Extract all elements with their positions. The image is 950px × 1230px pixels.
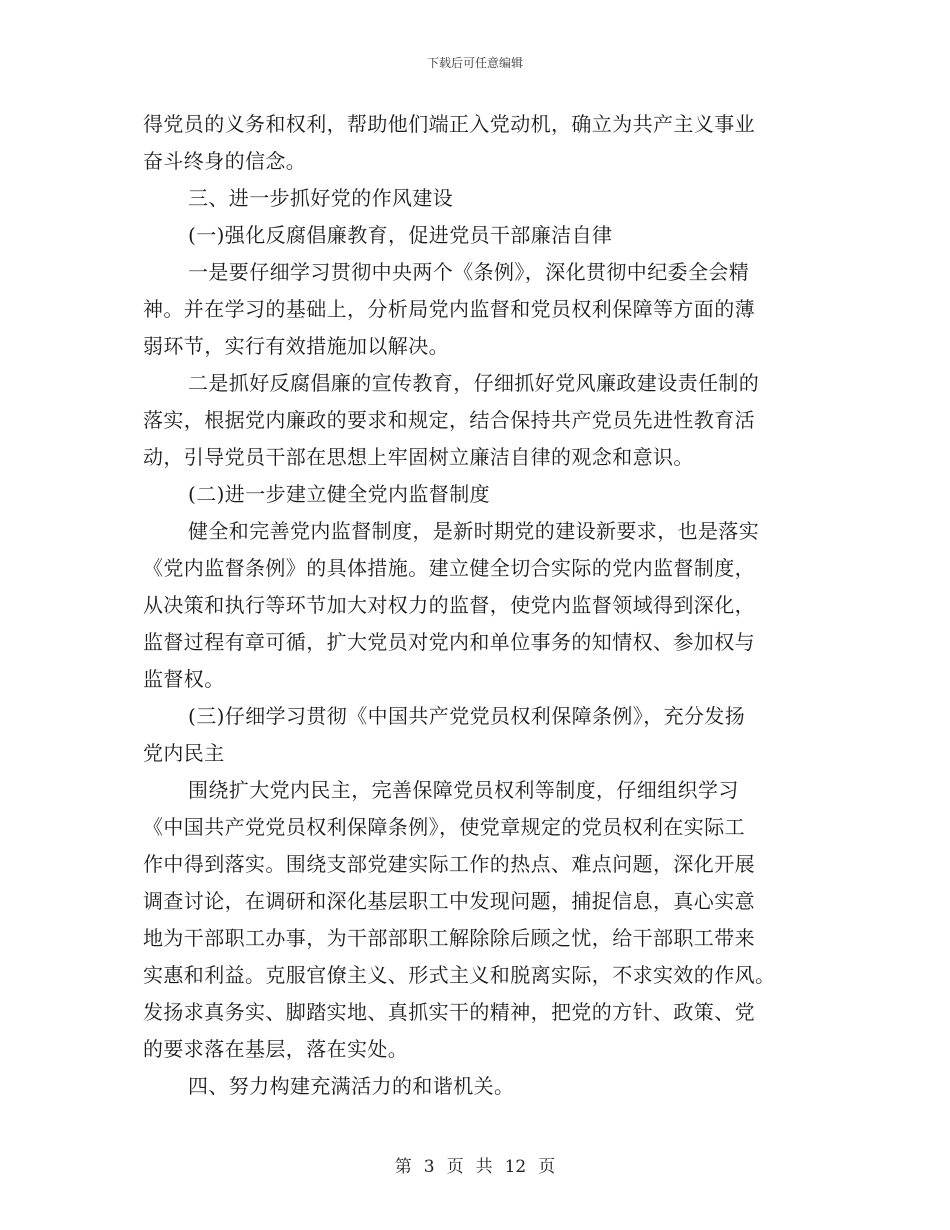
text-line: 作中得到落实。围绕支部党建实际工作的热点、难点问题，深化开展: [143, 852, 755, 876]
text-line: 从决策和执行等环节加大对权力的监督，使党内监督领域得到深化，: [143, 593, 755, 617]
text-line: 三、进一步抓好党的作风建设: [188, 186, 454, 210]
text-line: (二)进一步建立健全党内监督制度: [188, 482, 491, 506]
current-page-number: 3: [423, 1157, 435, 1177]
text-line: 四、努力构建充满活力的和谐机关。: [188, 1074, 515, 1098]
text-line: 调查讨论，在调研和深化基层职工中发现问题，捕捉信息，真心实意: [143, 889, 755, 913]
text-line: 党内民主: [143, 741, 225, 765]
text-line: 一是要仔细学习贯彻中央两个《条例》，深化贯彻中纪委全会精: [188, 260, 750, 284]
total-page-number: 12: [504, 1157, 527, 1177]
text-line: 监督权。: [143, 667, 225, 691]
text-line: 奋斗终身的信念。: [143, 149, 307, 173]
text-line: 落实，根据党内廉政的要求和规定，结合保持共产党员先进性教育活: [143, 408, 755, 432]
text-line: 监督过程有章可循，扩大党员对党内和单位事务的知情权、参加权与: [143, 630, 755, 654]
text-line: 二是抓好反腐倡廉的宣传教育，仔细抓好党风廉政建设责任制的: [188, 371, 760, 395]
text-line: 的要求落在基层，落在实处。: [143, 1037, 409, 1061]
text-line: 地为干部职工办事，为干部部职工解除除后顾之忧，给干部职工带来: [143, 926, 755, 950]
text-line: 《中国共产党党员权利保障条例》，使党章规定的党员权利在实际工: [143, 815, 745, 839]
footer-prefix: 第: [394, 1157, 412, 1177]
text-line: (三)仔细学习贯彻《中国共产党党员权利保障条例》，充分发扬: [188, 704, 746, 728]
text-line: 围绕扩大党内民主，完善保障党员权利等制度，仔细组织学习: [188, 778, 739, 802]
text-line: 神。并在学习的基础上，分析局党内监督和党员权利保障等方面的薄: [143, 297, 755, 321]
page-header-note: 下载后可任意编辑: [426, 56, 523, 70]
document-body: [143, 106, 809, 1105]
text-line: 健全和完善党内监督制度，是新时期党的建设新要求，也是落实: [188, 519, 760, 543]
text-line: 得党员的义务和权利，帮助他们端正入党动机，确立为共产主义事业: [143, 112, 755, 136]
text-line: 动，引导党员干部在思想上牢固树立廉洁自律的观念和意识。: [143, 445, 694, 469]
footer-suffix: 页: [538, 1157, 556, 1177]
text-line: (一)强化反腐倡廉教育，促进党员干部廉洁自律: [188, 223, 613, 247]
footer-page-word: 页: [446, 1157, 464, 1177]
text-line: 实惠和利益。克服官僚主义、形式主义和脱离实际，不求实效的作风。: [143, 963, 776, 987]
text-line: 发扬求真务实、脚踏实地、真抓实干的精神，把党的方针、政策、党: [143, 1000, 755, 1024]
footer-total-word: 共: [475, 1157, 493, 1177]
text-line: 弱环节，实行有效措施加以解决。: [143, 334, 449, 358]
text-line: 《党内监督条例》的具体措施。建立健全切合实际的党内监督制度，: [143, 556, 755, 580]
page-footer: [0, 1152, 950, 1177]
